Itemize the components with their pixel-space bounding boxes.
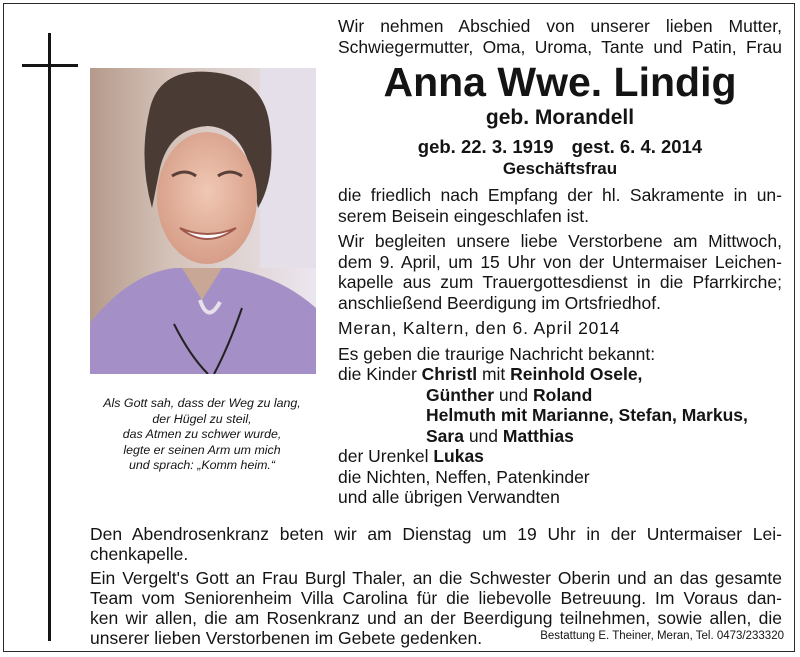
thanks-line: ken wir allen, die am Rosenkranz und an der Beerdigung teilnehmen, sowie allen, die — [90, 608, 782, 629]
family-children — [338, 364, 782, 385]
announcement-column — [338, 16, 782, 508]
cross-symbol-vertical — [48, 33, 51, 641]
family-children — [338, 426, 782, 447]
occupation: Geschäftsfrau — [502, 159, 618, 178]
portrait-illustration — [90, 68, 316, 374]
great-grandchild-name: Lukas — [433, 446, 484, 466]
child-name: Günther — [426, 384, 495, 405]
child-name: Christl — [421, 364, 478, 384]
grandchild-name: Sara — [426, 425, 464, 446]
quote-line: und sprach: „Komm heim.“ — [129, 458, 275, 473]
family-great-grandchild — [338, 446, 782, 467]
funeral-line: Wir begleiten unsere liebe Verstorbene am Mittwoch, — [338, 231, 782, 251]
quote-line: legte er seinen Arm um mich — [123, 442, 281, 457]
rosary-line: Den Abendrosenkranz beten wir am Dienstag um 19 Uhr in der Untermaiser Lei- — [90, 524, 782, 544]
intro-line: Schwiegermutter, Oma, Uroma, Tante und Patin, Frau — [338, 36, 782, 57]
rosary-line: chenkapelle. — [90, 544, 189, 565]
partner-name: Reinhold Osele, — [510, 364, 643, 384]
intro-line: Wir nehmen Abschied von unserer lieben Mutter, — [338, 16, 782, 36]
child-name: Roland — [533, 384, 593, 405]
deceased-name: Anna Wwe. Lindig — [383, 59, 737, 105]
cross-symbol-horizontal — [22, 64, 78, 67]
connector-text: mit — [477, 364, 511, 384]
connector-text: und — [494, 384, 533, 405]
funeral-line: anschließend Beerdigung im Ortsfriedhof. — [338, 292, 661, 313]
connector-text: und — [463, 425, 503, 446]
children-prefix: die Kinder — [338, 364, 422, 384]
thanks-line: Ein Vergelt's Gott an Frau Burgl Thaler, an die Schwester Oberin und an das gesamte — [90, 567, 782, 588]
funeral-line: kapelle aus zum Trauergottesdienst in die Pfarrkirche; — [338, 272, 782, 292]
great-grandchild-prefix: der Urenkel — [338, 446, 434, 466]
family-children: Helmuth mit Marianne, Stefan, Markus, — [426, 405, 748, 425]
funeral-line: dem 9. April, um 15 Uhr von der Untermaiser Leichen- — [338, 251, 782, 272]
family-relatives: und alle übrigen Verwandten — [338, 487, 560, 507]
birth-date: geb. 22. 3. 1919 — [417, 136, 554, 157]
memorial-quote — [86, 396, 318, 474]
undertaker-credit: Bestattung E. Theiner, Meran, Tel. 0473/233320 — [540, 630, 784, 642]
thanks-line: unserer lieben Verstorbenen im Gebete gedenken. — [90, 628, 483, 649]
passing-line: serem Beisein eingeschlafen ist. — [338, 205, 589, 226]
passing-line: die friedlich nach Empfang der hl. Sakramente in un- — [338, 185, 782, 205]
quote-line: das Atmen zu schwer wurde, — [122, 427, 282, 442]
family-relatives: die Nichten, Neffen, Patenkinder — [338, 466, 590, 487]
life-dates — [338, 135, 782, 159]
quote-line: der Hügel zu steil, — [152, 411, 252, 426]
portrait-photo — [90, 68, 316, 374]
death-date: gest. 6. 4. 2014 — [571, 136, 703, 157]
quote-line: Als Gott sah, dass der Weg zu lang, — [103, 396, 301, 410]
place-and-date: Meran, Kaltern, den 6. April 2014 — [338, 318, 621, 338]
family-children — [338, 385, 782, 406]
birth-name: geb. Morandell — [485, 106, 635, 129]
thanks-line: Team vom Seniorenheim Villa Carolina für die liebevolle Betreuung. Im Voraus dan- — [90, 587, 782, 608]
grandchild-name: Matthias — [502, 425, 574, 446]
announcement-line: Es geben die traurige Nachricht bekannt: — [338, 343, 656, 364]
